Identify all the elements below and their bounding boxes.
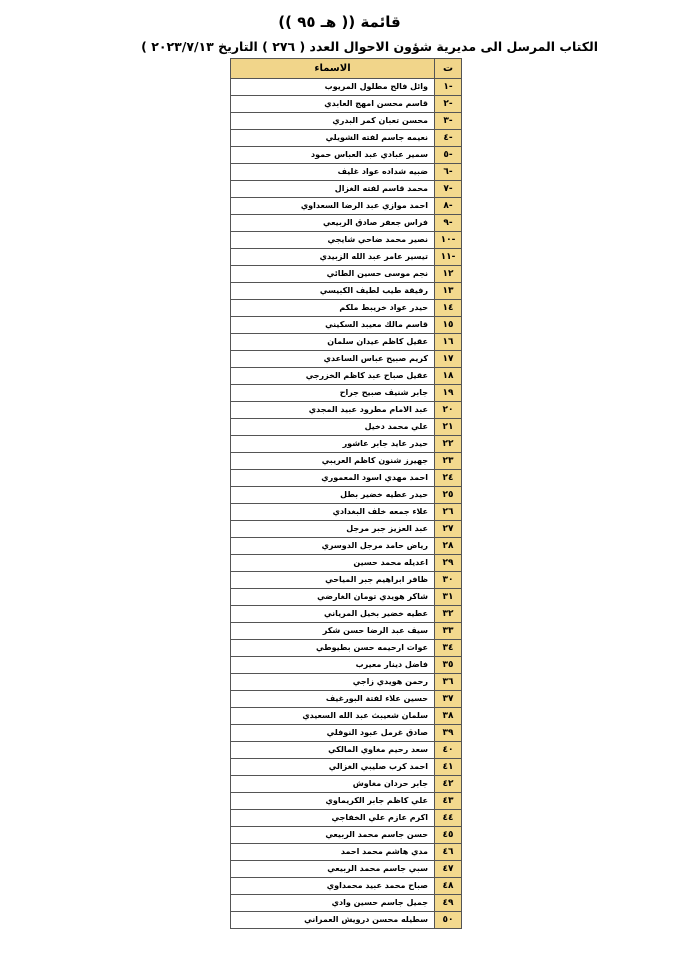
table-row [231, 470, 462, 487]
row-number: ٢٨ [435, 538, 462, 555]
table-row [231, 334, 462, 351]
table-row [231, 861, 462, 878]
person-name: احمد موازي عبد الرضا السعداوي [231, 198, 435, 215]
table-row [231, 572, 462, 589]
row-number: -٨ [435, 198, 462, 215]
person-name: مدي هاشم محمد احمد [231, 844, 435, 861]
person-name: احمد مهدي اسود المعموري [231, 470, 435, 487]
row-number: ٤٧ [435, 861, 462, 878]
table-row [231, 878, 462, 895]
person-name: محسن تعبان كمر البدري [231, 113, 435, 130]
person-name: جابر حردان مغاوش [231, 776, 435, 793]
table-row [231, 419, 462, 436]
table-row [231, 708, 462, 725]
table-row [231, 317, 462, 334]
row-number: ٣٥ [435, 657, 462, 674]
row-number: ١٣ [435, 283, 462, 300]
table-row [231, 368, 462, 385]
header-row [231, 59, 462, 79]
person-name: ضبيه شداده عواد غليف [231, 164, 435, 181]
row-number: -٢ [435, 96, 462, 113]
table-row [231, 589, 462, 606]
person-name: عقيل صباح عبد كاظم الخزرجي [231, 368, 435, 385]
table-row [231, 623, 462, 640]
person-name: رياض حامد مرجل الدوسري [231, 538, 435, 555]
table-row [231, 453, 462, 470]
table-row [231, 691, 462, 708]
row-number: ٣٦ [435, 674, 462, 691]
row-number: ٤٩ [435, 895, 462, 912]
row-number: ٢٦ [435, 504, 462, 521]
row-number: ٢٣ [435, 453, 462, 470]
table-row [231, 657, 462, 674]
row-number: ٤٦ [435, 844, 462, 861]
table-row [231, 555, 462, 572]
person-name: تيسير عامر عبد الله الزبيدي [231, 249, 435, 266]
person-name: فاضل دينار معيرب [231, 657, 435, 674]
person-name: فراس جعفر صادق الربيعي [231, 215, 435, 232]
person-name: نجم موسى حسين الطائي [231, 266, 435, 283]
row-number: -٤ [435, 130, 462, 147]
person-name: ظافر ابراهيم جبر المياحي [231, 572, 435, 589]
row-number: ٤٣ [435, 793, 462, 810]
person-name: سلمان شعيبث عبد الله السعيدي [231, 708, 435, 725]
row-number: ٣٩ [435, 725, 462, 742]
person-name: سطيله محسن درويش العمراني [231, 912, 435, 929]
row-number: ٤١ [435, 759, 462, 776]
person-name: صادق غرمل عبود النوفلي [231, 725, 435, 742]
page-title: قائمة (( هـ ٩٥ )) [278, 13, 401, 31]
row-number: ١٤ [435, 300, 462, 317]
table-row [231, 113, 462, 130]
person-name: عطيه خضير بخيل المرياني [231, 606, 435, 623]
person-name: علاء جمعه خلف البغدادي [231, 504, 435, 521]
person-name: جهيرز شنون كاظم العريبي [231, 453, 435, 470]
row-number: -١٠ [435, 232, 462, 249]
person-name: حسين علاء لفتة البورغيف [231, 691, 435, 708]
row-number: ٣٣ [435, 623, 462, 640]
person-name: شاكر هويدي تومان الغارضي [231, 589, 435, 606]
row-number: -٩ [435, 215, 462, 232]
person-name: حيدر عطيه خضير بطل [231, 487, 435, 504]
row-number: ١٢ [435, 266, 462, 283]
row-number: -٥ [435, 147, 462, 164]
row-number: ٢٥ [435, 487, 462, 504]
table-row [231, 895, 462, 912]
row-number: -١ [435, 79, 462, 96]
table-row [231, 232, 462, 249]
row-number: ٤٠ [435, 742, 462, 759]
names-table-header [231, 59, 462, 79]
person-name: رفيقة طيب لطيف الكبيسي [231, 283, 435, 300]
row-number: -٣ [435, 113, 462, 130]
column-header-names: الاسماء [231, 59, 435, 79]
row-number: ٤٢ [435, 776, 462, 793]
table-row [231, 640, 462, 657]
row-number: ٢٤ [435, 470, 462, 487]
table-row [231, 759, 462, 776]
table-row [231, 79, 462, 96]
row-number: -٦ [435, 164, 462, 181]
row-number: ١٧ [435, 351, 462, 368]
names-table [230, 58, 462, 929]
row-number: -٧ [435, 181, 462, 198]
table-row [231, 164, 462, 181]
row-number: ٥٠ [435, 912, 462, 929]
table-row [231, 181, 462, 198]
person-name: عبد العزيز جبر مرجل [231, 521, 435, 538]
page-subtitle: الكتاب المرسل الى مديرية شؤون الاحوال العدد ( ٢٧٦ ) التاريخ ٢٠٢٣/٧/١٣ ) [141, 39, 598, 54]
table-row [231, 793, 462, 810]
table-row [231, 402, 462, 419]
row-number: ٤٨ [435, 878, 462, 895]
table-row [231, 521, 462, 538]
table-row [231, 147, 462, 164]
table-row [231, 504, 462, 521]
table-row [231, 266, 462, 283]
table-row [231, 385, 462, 402]
row-number: ٤٤ [435, 810, 462, 827]
table-row [231, 198, 462, 215]
row-number: ١٩ [435, 385, 462, 402]
table-row [231, 96, 462, 113]
person-name: احمد كرب صليبي الغزالي [231, 759, 435, 776]
names-table-body [231, 79, 462, 929]
row-number: ١٨ [435, 368, 462, 385]
row-number: ٢٧ [435, 521, 462, 538]
person-name: قاسم محسن امهج العابدي [231, 96, 435, 113]
table-row [231, 742, 462, 759]
person-name: وائل فالح مطلول المريوب [231, 79, 435, 96]
row-number: ٣٨ [435, 708, 462, 725]
person-name: عوات ارحيمه حسن بطيوطي [231, 640, 435, 657]
person-name: حيدر عواد خريبط ملكم [231, 300, 435, 317]
row-number: ٢٠ [435, 402, 462, 419]
row-number: ١٥ [435, 317, 462, 334]
person-name: حيدر عايد جابر عاشور [231, 436, 435, 453]
person-name: اعديله محمد حسين [231, 555, 435, 572]
table-row [231, 538, 462, 555]
person-name: نصير محمد ضاحي شايجي [231, 232, 435, 249]
person-name: نعيمه جاسم لفته الشويلي [231, 130, 435, 147]
table-row [231, 606, 462, 623]
person-name: سعد رحيم مغاوي المالكي [231, 742, 435, 759]
row-number: ٣٠ [435, 572, 462, 589]
person-name: محمد قاسم لفته الغزال [231, 181, 435, 198]
table-row [231, 725, 462, 742]
table-row [231, 810, 462, 827]
table-row [231, 487, 462, 504]
row-number: ٣١ [435, 589, 462, 606]
table-row [231, 844, 462, 861]
person-name: اكرم عازم علي الخفاجي [231, 810, 435, 827]
table-row [231, 827, 462, 844]
row-number: ٢١ [435, 419, 462, 436]
row-number: ٢٩ [435, 555, 462, 572]
table-row [231, 283, 462, 300]
person-name: عبد الامام مطرود عبيد المجدي [231, 402, 435, 419]
row-number: ٤٥ [435, 827, 462, 844]
table-row [231, 130, 462, 147]
table-row [231, 351, 462, 368]
table-row [231, 912, 462, 929]
person-name: صباح محمد عبيد محمداوي [231, 878, 435, 895]
person-name: جابر شنيف صبيح جراح [231, 385, 435, 402]
person-name: سيف عبد الرضا حسن شكر [231, 623, 435, 640]
table-row [231, 249, 462, 266]
person-name: قاسم مالك معيبد السكيني [231, 317, 435, 334]
row-number: ٣٤ [435, 640, 462, 657]
table-row [231, 776, 462, 793]
table-row [231, 215, 462, 232]
person-name: سمير عبادي عبد العباس حمود [231, 147, 435, 164]
row-number: ٣٧ [435, 691, 462, 708]
person-name: حسن جاسم محمد الربيعي [231, 827, 435, 844]
column-header-number: ت [435, 59, 462, 79]
person-name: سبي جاسم محمد الربيعي [231, 861, 435, 878]
table-row [231, 674, 462, 691]
table-row [231, 436, 462, 453]
person-name: علي محمد دخيل [231, 419, 435, 436]
row-number: ٣٢ [435, 606, 462, 623]
row-number: ١٦ [435, 334, 462, 351]
person-name: علي كاظم جابر الكريماوي [231, 793, 435, 810]
row-number: ٢٢ [435, 436, 462, 453]
person-name: رحمن هويدي زاجي [231, 674, 435, 691]
person-name: كريم صبيح عباس الساعدي [231, 351, 435, 368]
row-number: -١١ [435, 249, 462, 266]
person-name: عقيل كاظم عيدان سلمان [231, 334, 435, 351]
person-name: جميل جاسم حسين وادي [231, 895, 435, 912]
table-row [231, 300, 462, 317]
